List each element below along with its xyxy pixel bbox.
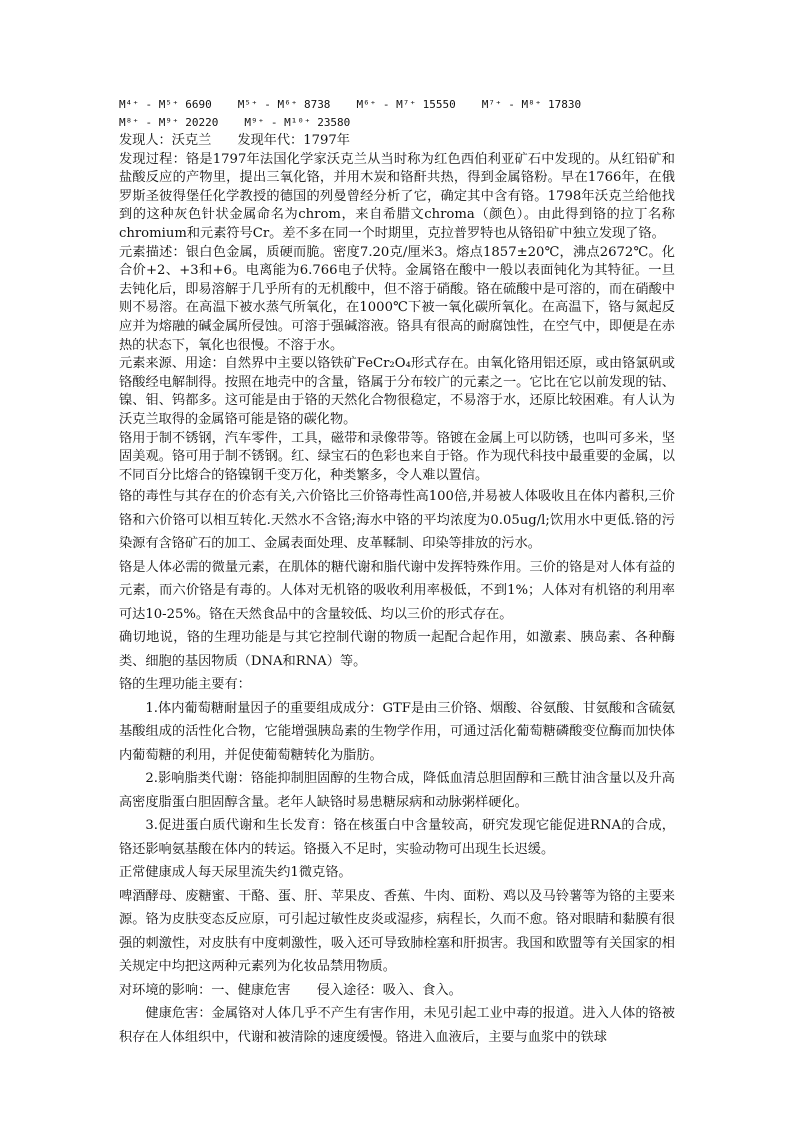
- paragraph-physiology: 确切地说，铬的生理功能是与其它控制代谢的物质一起配合起作用，如激素、胰岛素、各种酶类、细胞的基因物质（DNA和RNA）等。: [119, 630, 675, 669]
- ionization-entry: M⁸⁺ - M⁹⁺ 20220: [119, 116, 219, 129]
- discovery-meta: [119, 132, 675, 151]
- function-item: 2.影响脂类代谢：铬能抑制胆固醇的生物合成，降低血清总胆固醇和三酰甘油含量以及升高高密度脂蛋白胆固醇含量。老年人缺铬时易患糖尿病和动脉粥样硬化。: [119, 771, 675, 810]
- paragraph-environment: 对环境的影响：一、健康危害 侵入途径：吸入、食入。: [119, 982, 462, 998]
- paragraph-toxicity: 铬的毒性与其存在的价态有关,六价铬比三价铬毒性高100倍,并易被人体吸收且在体内蓄积,三价铬和六价铬可以相互转化.天然水不含铬;海水中铬的平均浓度为0.05ug/l;饮用水中更低.铬的污染源有含铬矿石的加工、金属表面处理、皮革鞣制、印染等排放的污水。: [119, 489, 675, 552]
- paragraph-source-use: 元素来源、用途：自然界中主要以铬铁矿FeCr₂O₄形式存在。由氧化铬用铝还原，或由铬氯矾或铬酸经电解制得。按照在地壳中的含量，铬属于分布较广的元素之一。它比在它以前发现的钴、镍、钼、钨都多。这可能是由于铬的天然化合物很稳定，不易溶于水，还原比较困难。有人认为沃克兰取得的金属铬可能是铬的碳化物。: [119, 356, 675, 427]
- document-body: [119, 96, 675, 1049]
- paragraph-functions-heading: 铬的生理功能主要有：: [119, 677, 251, 693]
- ionization-entry: M⁶⁺ - M⁷⁺ 15550: [356, 98, 456, 111]
- ionization-row-2: [119, 114, 675, 132]
- paragraph-urine-loss: 正常健康成人每天尿里流失约1微克铬。: [119, 865, 352, 881]
- ionization-entry: M⁹⁺ - M¹⁰⁺ 23580: [244, 116, 351, 129]
- paragraph-description: 元素描述：银白色金属，质硬而脆。密度7.20克/厘米3。熔点1857±20℃，沸点2672℃。化合价+2、+3和+6。电离能为6.766电子伏特。金属铬在酸中一般以表面钝化为其特征。一旦去钝化后，即易溶解于几乎所有的无机酸中，但不溶于硝酸。铬在硫酸中是可溶的，而在硝酸中则不易溶。在高温下被水蒸气所氧化，在1000℃下被一氧化碳所氧化。在高温下，铬与氮起反应并为熔融的碱金属所侵蚀。可溶于强碱溶液。铬具有很高的耐腐蚀性，在空气中，即便是在赤热的状态下，氧化也很慢。不溶于水。: [119, 244, 675, 353]
- ionization-entry: M⁴⁺ - M⁵⁺ 6690: [119, 98, 212, 111]
- paragraph-health-hazard: 健康危害：金属铬对人体几乎不产生有害作用，未见引起工业中毒的报道。进入人体的铬被积存在人体组织中，代谢和被清除的速度缓慢。铬进入血液后，主要与血浆中的铁球: [119, 1006, 675, 1045]
- function-item: 3.促进蛋白质代谢和生长发育：铬在核蛋白中含量较高，研究发现它能促进RNA的合成，铬还影响氨基酸在体内的转运。铬摄入不足时，实验动物可出现生长迟缓。: [119, 818, 675, 857]
- paragraph-food-sources: 啤酒酵母、废糖蜜、干酪、蛋、肝、苹果皮、香蕉、牛肉、面粉、鸡以及马铃薯等为铬的主要来源。铬为皮肤变态反应原，可引起过敏性皮炎或湿疹，病程长，久而不愈。铬对眼睛和黏膜有很强的刺激性，对皮肤有中度刺激性，吸入还可导致肺栓塞和肝损害。我国和欧盟等有关国家的相关规定中均把这两种元素列为化妆品禁用物质。: [119, 888, 675, 975]
- paragraph-discovery: 发现过程：铬是1797年法国化学家沃克兰从当时称为红色西伯利亚矿石中发现的。从红铅矿和盐酸反应的产物里，提出三氧化铬，并用木炭和铬酐共热，得到金属铬粉。早在1766年，在俄罗斯圣彼得堡任化学教授的德国的列曼曾经分析了它，确定其中含有铬。1798年沃克兰给他找到的这种灰色针状金属命名为chrom，来自希腊文chroma（颜色）。由此得到铬的拉丁名称chromium和元素符号Cr。差不多在同一个时期里，克拉普罗特也从铬铅矿中独立发现了铬。: [119, 151, 675, 241]
- paragraph-trace-element: 铬是人体必需的微量元素，在肌体的糖代谢和脂代谢中发挥特殊作用。三价的铬是对人体有益的元素，而六价铬是有毒的。人体对无机铬的吸收利用率极低，不到1%；人体对有机铬的利用率可达10-25%。铬在天然食品中的含量较低、均以三价的形式存在。: [119, 559, 675, 622]
- discovery-year: 发现年代：1797年: [237, 133, 350, 148]
- paragraph-applications: 铬用于制不锈钢，汽车零件，工具，磁带和录像带等。铬镀在金属上可以防锈，也叫可多米，坚固美观。铬可用于制不锈钢。红、绿宝石的色彩也来自于铬。作为现代科技中最重要的金属，以不同百分比熔合的铬镍钢千变万化，种类繁多，令人难以置信。: [119, 430, 675, 483]
- ionization-entry: M⁵⁺ - M⁶⁺ 8738: [237, 98, 331, 111]
- function-item: 1.体内葡萄糖耐量因子的重要组成成分：GTF是由三价铬、烟酸、谷氨酸、甘氨酸和含硫氨基酸组成的活性化合物，它能增强胰岛素的生物学作用，可通过活化葡萄糖磷酸变位酶而加快体内葡萄糖的利用，并促使葡萄糖转化为脂肪。: [119, 700, 675, 763]
- ionization-entry: M⁷⁺ - M⁸⁺ 17830: [481, 98, 582, 111]
- ionization-row-1: [119, 96, 675, 114]
- discoverer: 发现人：沃克兰: [119, 133, 212, 148]
